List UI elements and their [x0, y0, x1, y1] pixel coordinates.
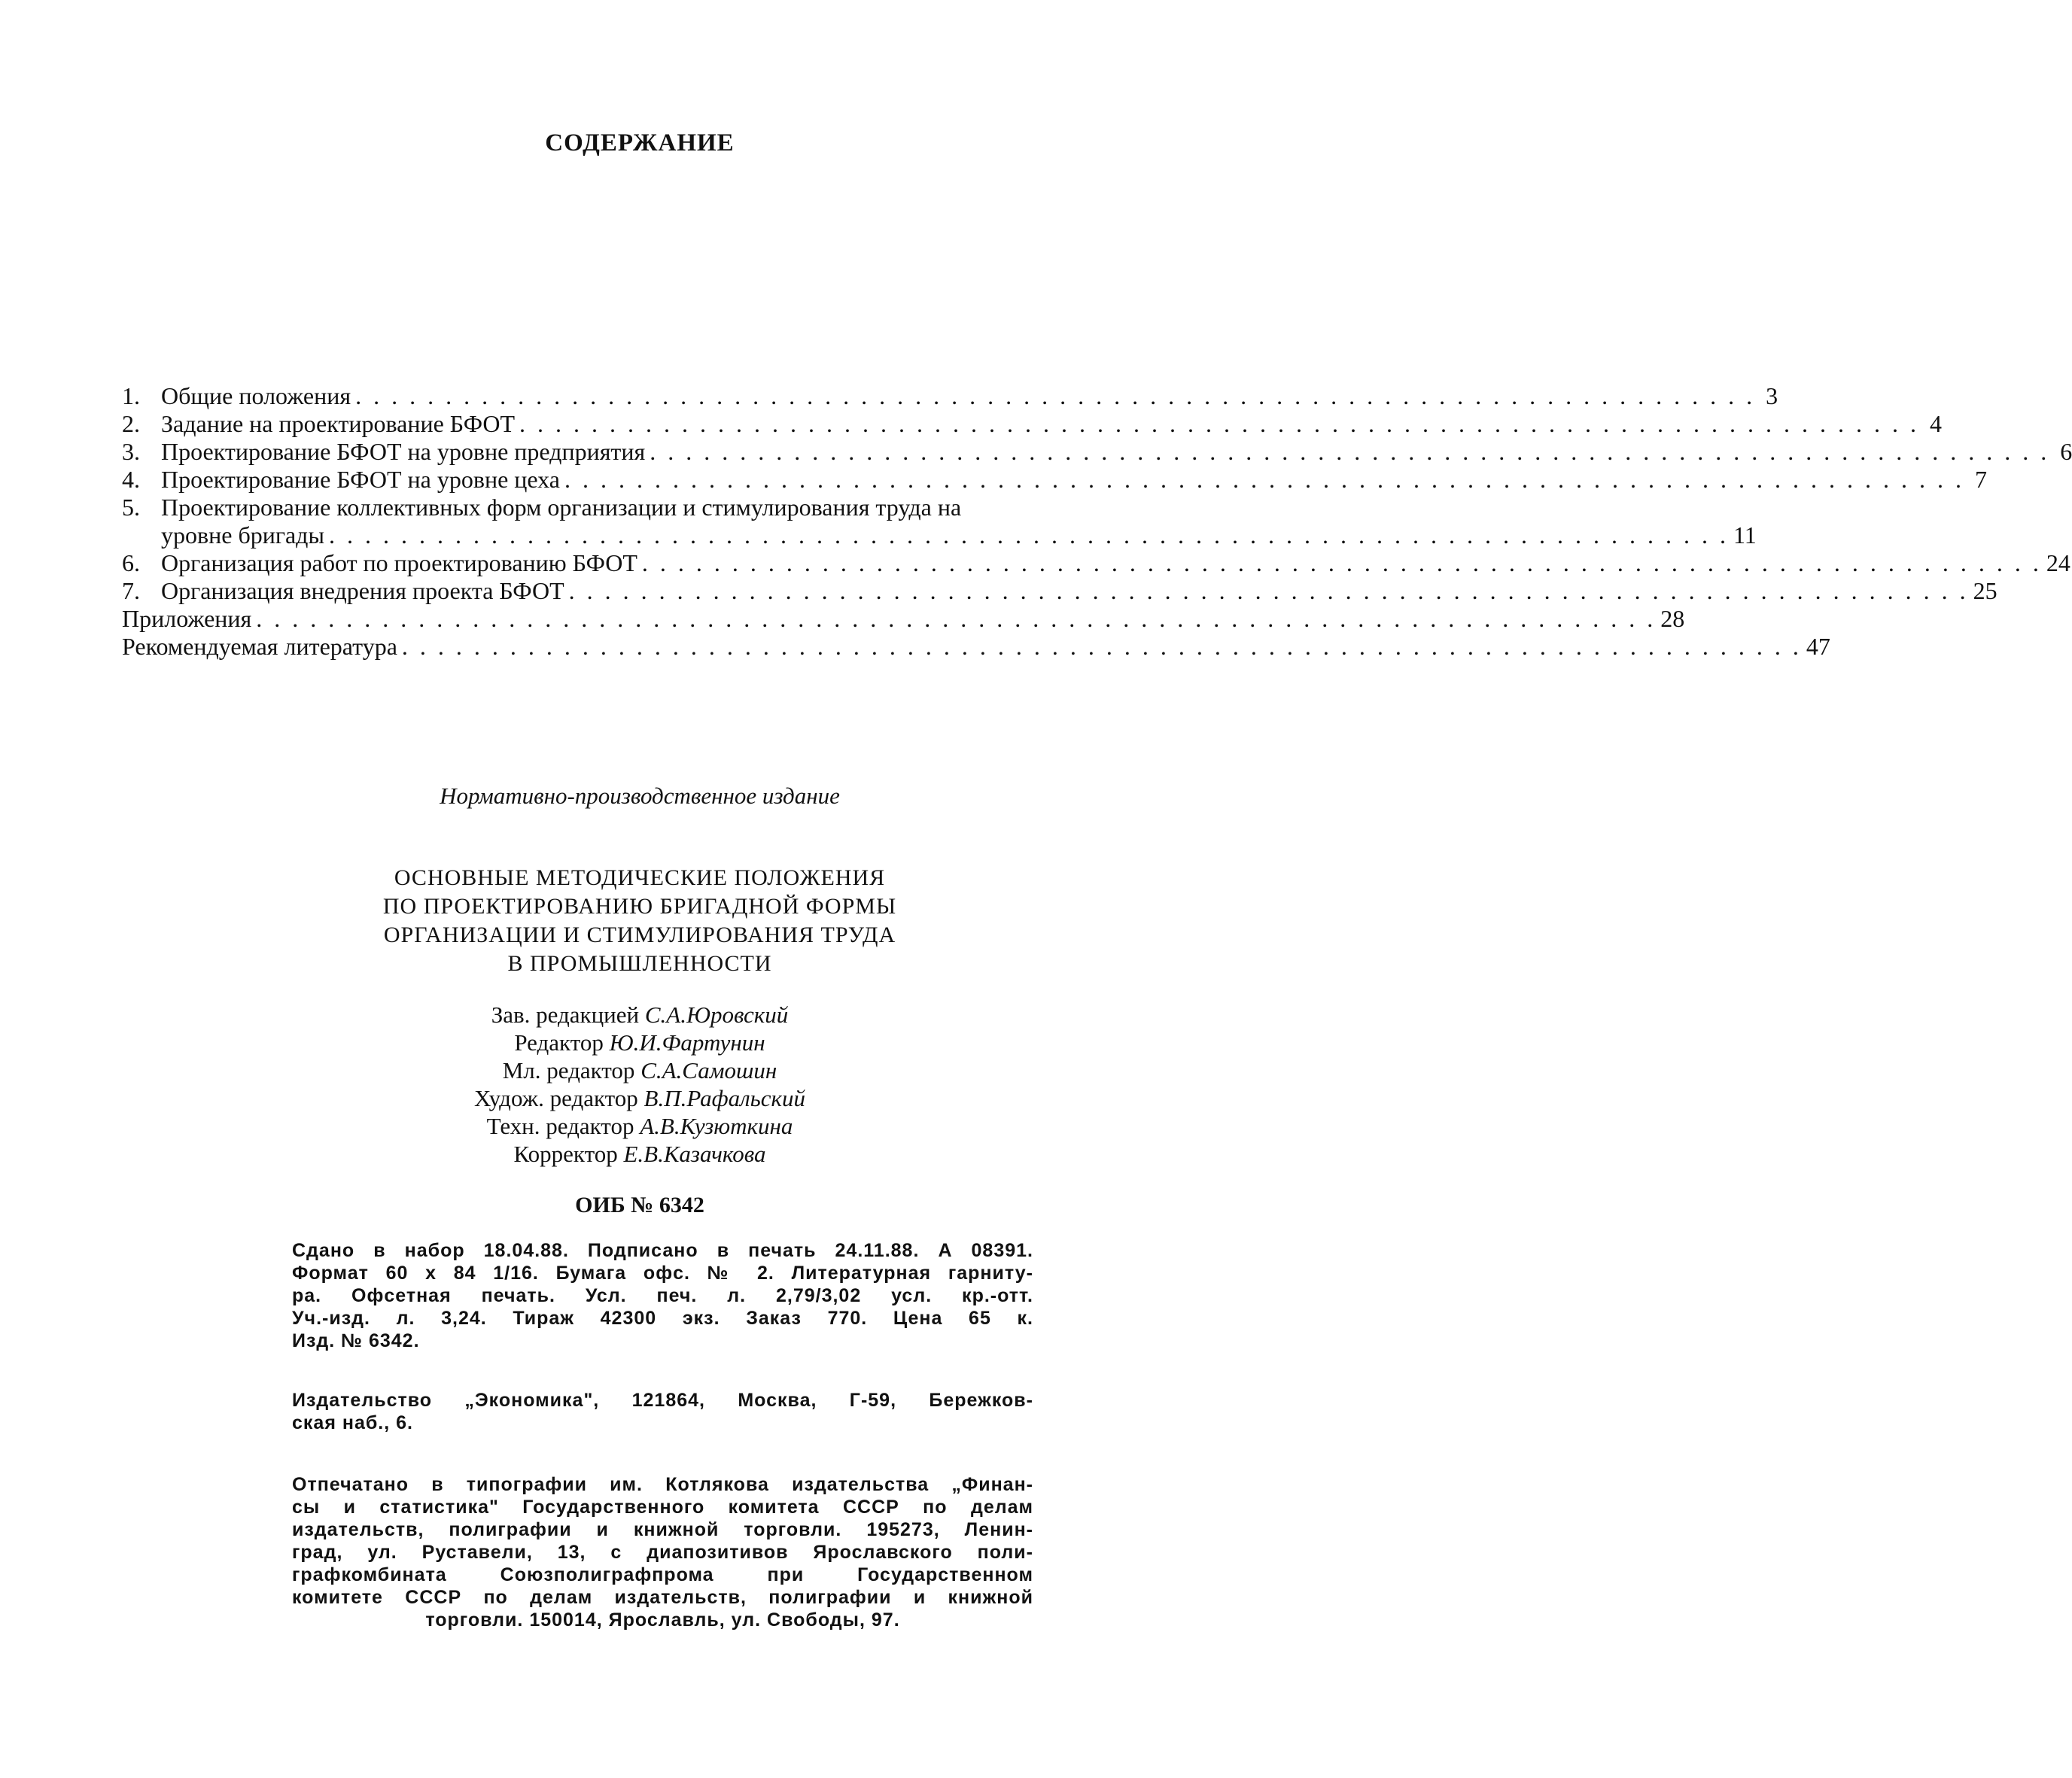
toc-title: СОДЕРЖАНИЕ [545, 129, 735, 157]
printer-line: сы и статистика" Государственного комитета СССР по делам [292, 1497, 1033, 1518]
toc-item-multiline[interactable] [122, 494, 1155, 521]
credit-role: Корректор [513, 1141, 618, 1167]
toc-item-page: 6 [2060, 438, 2072, 465]
credit-name: А.В.Кузюткина [640, 1113, 793, 1139]
toc-item-page: 11 [1733, 521, 1757, 549]
toc-item-page: 24 [2046, 549, 2070, 576]
toc-item-label: Организация работ по проектированию БФОТ [161, 549, 637, 576]
toc-item-label: Общие положения [161, 382, 351, 409]
print-details-line: Формат 60 х 84 1/16. Бумага офс. № 2. Литературная гарниту- [292, 1263, 1033, 1284]
book-title [0, 864, 1279, 978]
toc-item[interactable] [122, 549, 2070, 577]
credit-line [0, 1084, 1279, 1112]
toc-item-number: 5. [122, 494, 140, 521]
toc-item[interactable] [122, 438, 2072, 466]
toc-item-literature[interactable] [122, 633, 1830, 661]
printer-info [292, 1473, 1033, 1631]
credit-role: Худож. редактор [473, 1085, 638, 1111]
printer-line: град, ул. Руставели, 13, с диапозитивов Ярославского поли- [292, 1542, 1033, 1563]
toc-item-number: 4. [122, 466, 140, 493]
print-details-line: Уч.-изд. л. 3,24. Тираж 42300 экз. Заказ 770. Цена 65 к. [292, 1308, 1033, 1329]
book-title-line: ПО ПРОЕКТИРОВАНИЮ БРИГАДНОЙ ФОРМЫ [382, 894, 897, 919]
toc-leader: . . . . . . . . . . . . . . . . . . . . . . . . . . . . . . . . . . . . . . . . . . . . . . . . . . . . . . . . . . . . . . . . . . . . . . . . . . . . . . [256, 605, 1657, 632]
toc-item-continuation[interactable] [122, 521, 1757, 549]
print-details-line: Изд. № 6342. [292, 1330, 420, 1351]
credit-line [0, 1029, 1279, 1056]
printer-line: графкомбината Союзполиграфпрома при Государственном [292, 1564, 1033, 1585]
credit-line [0, 1112, 1279, 1140]
editorial-credits [0, 1001, 1279, 1168]
toc-item-page: 7 [1974, 466, 1987, 493]
credit-role: Мл. редактор [502, 1057, 635, 1084]
print-details-line: ра. Офсетная печать. Усл. печ. л. 2,79/3,02 усл. кр.-отт. [292, 1285, 1033, 1306]
toc-item-label: Приложения [122, 605, 252, 632]
table-of-contents [122, 382, 2072, 661]
toc-item-label: Проектирование БФОТ на уровне цеха [161, 466, 560, 493]
toc-item-label: Организация внедрения проекта БФОТ [161, 577, 564, 604]
toc-item-number: 3. [122, 438, 140, 465]
toc-leader: . . . . . . . . . . . . . . . . . . . . . . . . . . . . . . . . . . . . . . . . . . . . . . . . . . . . . . . . . . . . . . . . . . . . . . . . . . . . . . [328, 521, 1729, 549]
book-title-line: ОРГАНИЗАЦИИ И СТИМУЛИРОВАНИЯ ТРУДА [383, 922, 896, 947]
toc-item[interactable] [122, 382, 1778, 410]
credit-line [0, 1056, 1279, 1084]
toc-item-label: Задание на проектирование БФОТ [161, 410, 516, 437]
toc-item-number: 1. [122, 382, 140, 409]
toc-item[interactable] [122, 410, 1943, 438]
toc-leader: . . . . . . . . . . . . . . . . . . . . . . . . . . . . . . . . . . . . . . . . . . . . . . . . . . . . . . . . . . . . . . . . . . . . . . . . . . . . . . [564, 466, 1964, 493]
publisher-line: ская наб., 6. [292, 1412, 413, 1433]
book-title-line: В ПРОМЫШЛЕННОСТИ [507, 951, 772, 976]
toc-item-label-continuation: уровне бригады [161, 521, 324, 549]
toc-item-page: 25 [1973, 577, 1997, 604]
toc-leader: . . . . . . . . . . . . . . . . . . . . . . . . . . . . . . . . . . . . . . . . . . . . . . . . . . . . . . . . . . . . . . . . . . . . . . . . . . . . . . [568, 577, 1969, 604]
credit-name: Е.В.Казачкова [623, 1141, 766, 1167]
toc-item-label: Рекомендуемая литература [122, 633, 397, 660]
toc-item-page: 47 [1806, 633, 1830, 660]
credit-name: Ю.И.Фартунин [609, 1029, 765, 1056]
toc-leader: . . . . . . . . . . . . . . . . . . . . . . . . . . . . . . . . . . . . . . . . . . . . . . . . . . . . . . . . . . . . . . . . . . . . . . . . . . . . . . [641, 549, 2042, 576]
printer-line: комитете СССР по делам издательств, полиграфии и книжной [292, 1587, 1033, 1608]
publisher-info [292, 1389, 1033, 1434]
toc-item-page: 3 [1766, 382, 1778, 409]
toc-item-page: 28 [1660, 605, 1685, 632]
edition-type: Нормативно-производственное издание [440, 783, 840, 809]
credit-line [0, 1001, 1279, 1029]
toc-item-number: 6. [122, 549, 140, 576]
credit-name: В.П.Рафальский [644, 1085, 806, 1111]
toc-leader: . . . . . . . . . . . . . . . . . . . . . . . . . . . . . . . . . . . . . . . . . . . . . . . . . . . . . . . . . . . . . . . . . . . . . . . . . . . . . . [355, 382, 1756, 409]
print-details-line: Сдано в набор 18.04.88. Подписано в печать 24.11.88. А 08391. [292, 1240, 1033, 1261]
credit-name: С.А.Самошин [640, 1057, 777, 1084]
printer-line: издательств, полиграфии и книжной торговли. 195273, Ленин- [292, 1519, 1033, 1540]
credit-role: Зав. редакцией [491, 1001, 640, 1028]
toc-leader: . . . . . . . . . . . . . . . . . . . . . . . . . . . . . . . . . . . . . . . . . . . . . . . . . . . . . . . . . . . . . . . . . . . . . . . . . . . . . . [519, 410, 1920, 437]
credit-line [0, 1140, 1279, 1168]
credit-name: С.А.Юровский [644, 1001, 789, 1028]
toc-leader: . . . . . . . . . . . . . . . . . . . . . . . . . . . . . . . . . . . . . . . . . . . . . . . . . . . . . . . . . . . . . . . . . . . . . . . . . . . . . . [650, 438, 2050, 465]
print-details [292, 1239, 1033, 1352]
toc-item-label: Проектирование коллективных форм организации и стимулирования труда на [161, 494, 962, 521]
toc-item[interactable] [122, 577, 1997, 605]
printer-line: торговли. 150014, Ярославль, ул. Свободы, 97. [425, 1609, 900, 1631]
toc-item-appendices[interactable] [122, 605, 1685, 633]
toc-item-number: 2. [122, 410, 140, 437]
credit-role: Редактор [514, 1029, 604, 1056]
toc-item[interactable] [122, 466, 1987, 494]
toc-item-number: 7. [122, 577, 140, 604]
toc-leader: . . . . . . . . . . . . . . . . . . . . . . . . . . . . . . . . . . . . . . . . . . . . . . . . . . . . . . . . . . . . . . . . . . . . . . . . . . . . . . [401, 633, 1802, 660]
oib-number: ОИБ № 6342 [575, 1193, 704, 1217]
publisher-line: Издательство „Экономика", 121864, Москва, Г-59, Бережков- [292, 1390, 1033, 1411]
toc-item-label: Проектирование БФОТ на уровне предприятия [161, 438, 646, 465]
credit-role: Техн. редактор [486, 1113, 634, 1139]
toc-item-page: 4 [1930, 410, 1943, 437]
printer-line: Отпечатано в типографии им. Котлякова издательства „Финан- [292, 1474, 1033, 1495]
book-title-line: ОСНОВНЫЕ МЕТОДИЧЕСКИЕ ПОЛОЖЕНИЯ [394, 865, 886, 890]
